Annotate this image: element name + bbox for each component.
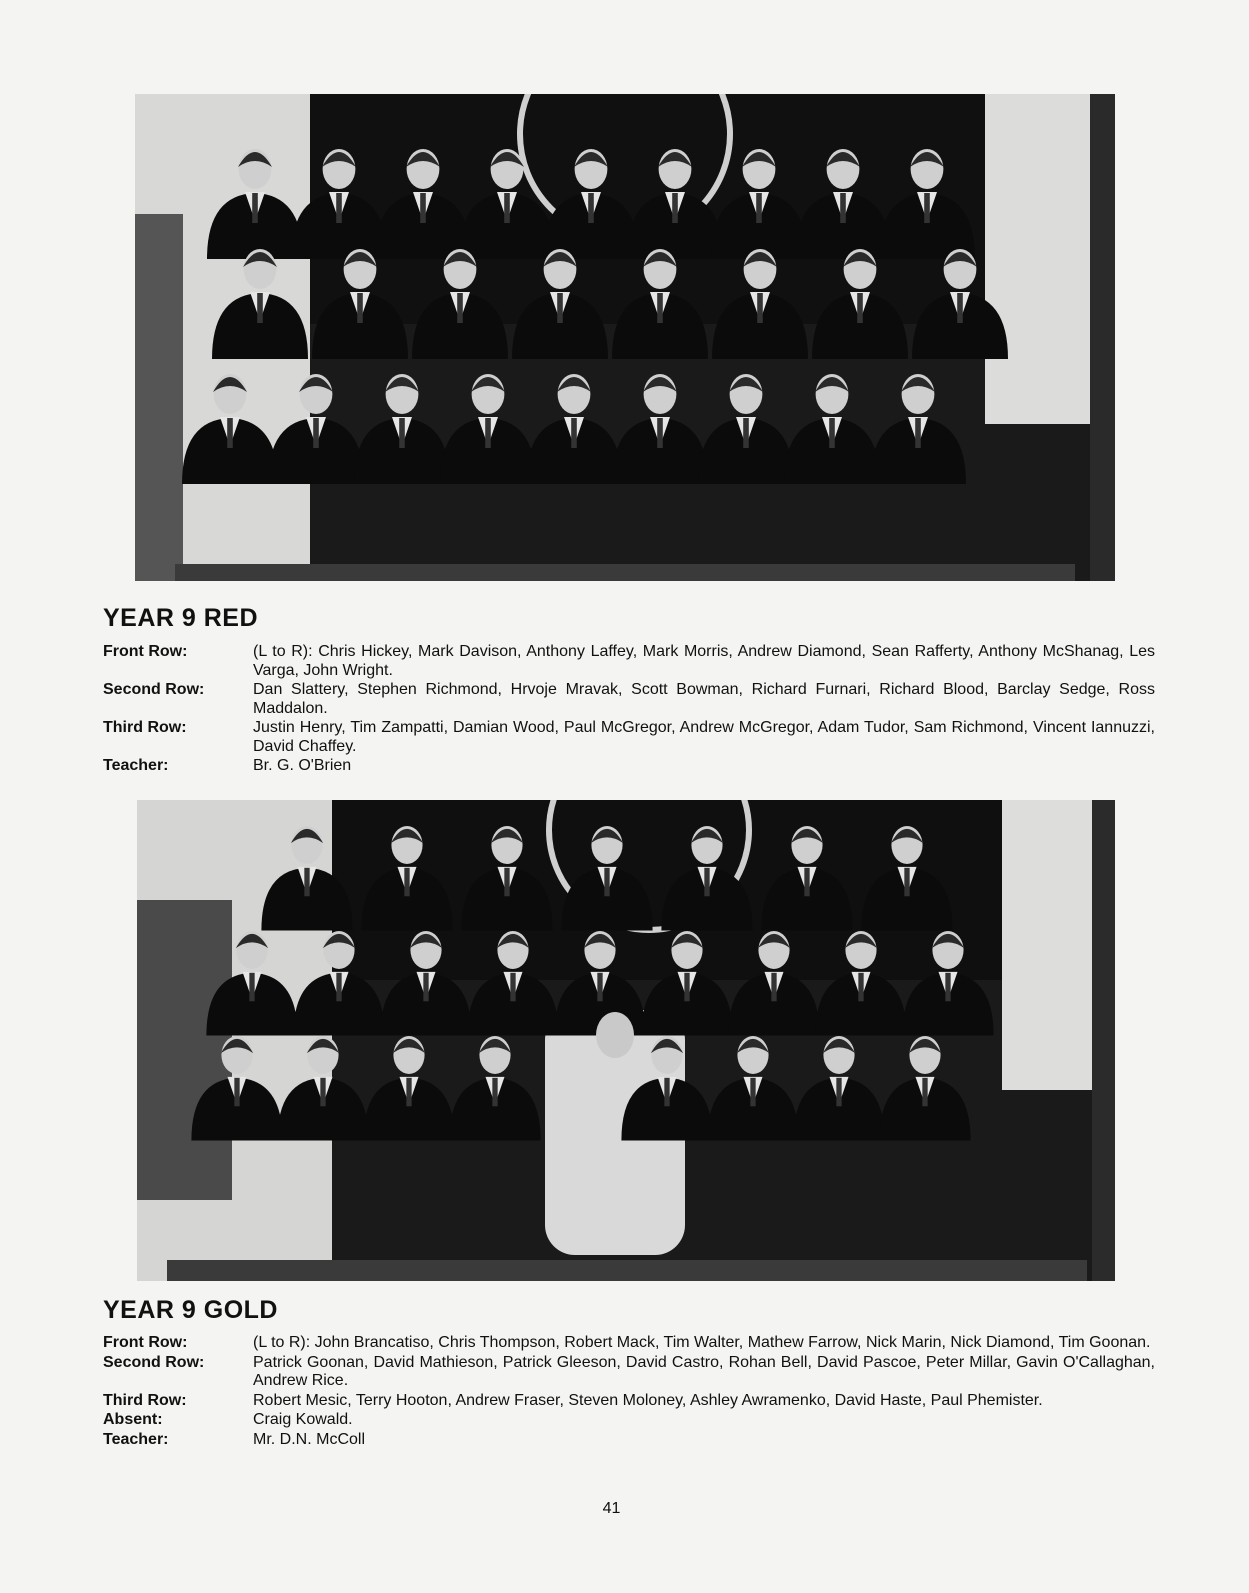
row-names: Patrick Goonan, David Mathieson, Patrick Gleeson, David Castro, Rohan Bell, David Pascoe, Peter Millar, Gavin O'Callaghan, Andrew Rice. xyxy=(253,1353,1155,1389)
caption-row-second xyxy=(103,681,1155,718)
class-photo-year9-gold-image xyxy=(137,800,1115,1281)
row-names: Mr. D.N. McColl xyxy=(253,1430,365,1448)
row-label: Front Row: xyxy=(103,643,188,660)
caption-row-third xyxy=(103,719,1155,756)
class-photo-year9-gold xyxy=(137,800,1115,1281)
row-names: (L to R): Chris Hickey, Mark Davison, Anthony Laffey, Mark Morris, Andrew Diamond, Sean Rafferty, Anthony McShanag, Les Varga, John Wright. xyxy=(253,643,1155,679)
row-label: Teacher: xyxy=(103,1430,169,1448)
caption-year9-gold xyxy=(103,1334,1155,1450)
caption-row-teacher xyxy=(103,1431,1155,1450)
row-label: Second Row: xyxy=(103,681,205,698)
caption-row-teacher xyxy=(103,757,1155,776)
caption-row-second xyxy=(103,1354,1155,1391)
row-label: Teacher: xyxy=(103,757,169,774)
row-names: Justin Henry, Tim Zampatti, Damian Wood, Paul McGregor, Andrew McGregor, Adam Tudor, Sam Richmond, Vincent Iannuzzi, David Chaffey. xyxy=(253,719,1155,755)
row-names: (L to R): John Brancatiso, Chris Thompson, Robert Mack, Tim Walter, Mathew Farrow, Nick Marin, Nick Diamond, Tim Goonan. xyxy=(253,1334,1151,1351)
class-photo-year9-red-image xyxy=(135,94,1115,581)
row-names: Br. G. O'Brien xyxy=(253,757,352,774)
row-label: Third Row: xyxy=(103,1391,187,1409)
caption-year9-red xyxy=(103,643,1155,777)
row-label: Third Row: xyxy=(103,719,187,736)
row-label: Front Row: xyxy=(103,1334,188,1351)
row-label: Absent: xyxy=(103,1411,163,1428)
row-names: Craig Kowald. xyxy=(253,1411,353,1428)
section-title-year9-gold: YEAR 9 GOLD xyxy=(103,1296,278,1324)
row-label: Second Row: xyxy=(103,1353,205,1371)
caption-row-front xyxy=(103,1334,1155,1353)
teacher-face xyxy=(596,1012,634,1058)
caption-row-absent xyxy=(103,1411,1155,1430)
caption-row-third xyxy=(103,1392,1155,1411)
caption-row-front xyxy=(103,643,1155,680)
section-title-year9-red: YEAR 9 RED xyxy=(103,604,259,632)
row-names: Dan Slattery, Stephen Richmond, Hrvoje Mravak, Scott Bowman, Richard Furnari, Richard Blood, Barclay Sedge, Ross Maddalon. xyxy=(253,681,1155,717)
class-photo-year9-red xyxy=(135,94,1115,581)
row-names: Robert Mesic, Terry Hooton, Andrew Fraser, Steven Moloney, Ashley Awramenko, David Haste, Paul Phemister. xyxy=(253,1391,1043,1409)
page-number: 41 xyxy=(602,1500,621,1517)
